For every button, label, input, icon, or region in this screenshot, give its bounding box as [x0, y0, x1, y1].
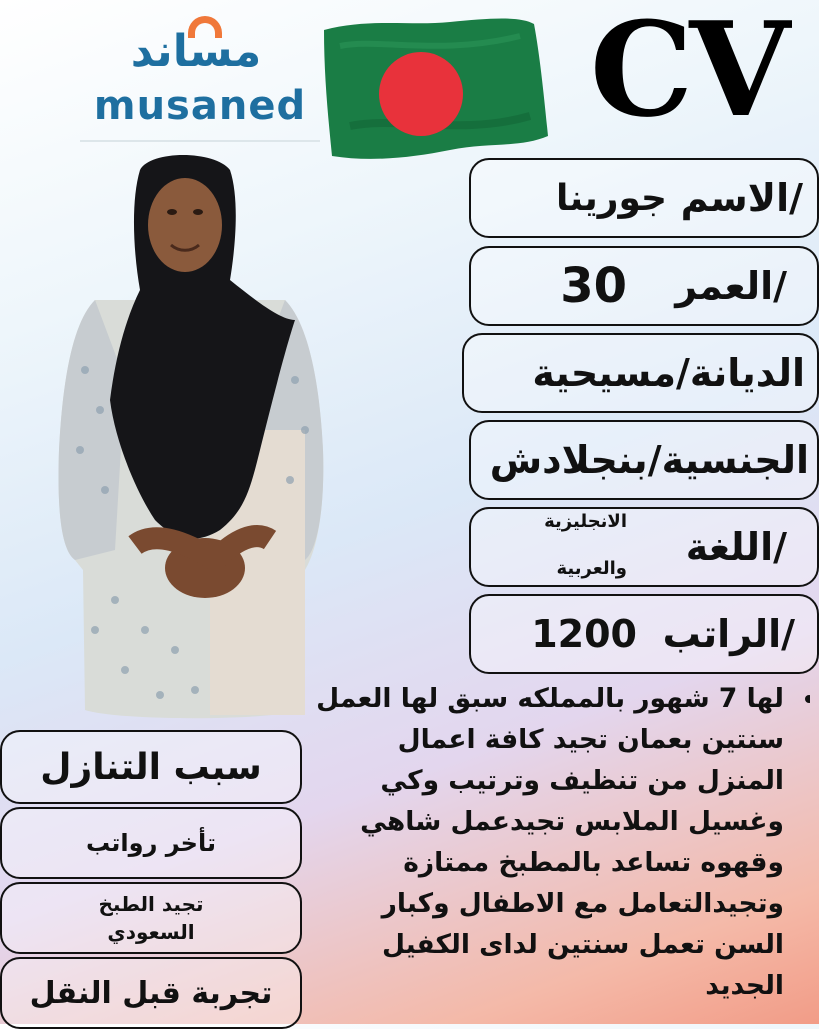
- cv-title: CV: [589, 0, 787, 146]
- religion-text: الديانة/مسيحية: [532, 351, 805, 395]
- waiver-reason-2-line-2: السعودي: [107, 920, 195, 944]
- waiver-title-box: [0, 730, 302, 804]
- logo-english-text: musaned: [93, 83, 307, 129]
- logo-arabic-text: مساند: [130, 26, 262, 77]
- waiver-reason-1: تأخر رواتب: [86, 829, 216, 857]
- experience-description: [310, 678, 810, 1024]
- religion-box: [462, 333, 819, 413]
- language-label: اللغة/: [685, 525, 787, 569]
- waiver-reason-3: تجربة قبل النقل: [29, 975, 273, 1011]
- name-value: جورينا: [556, 177, 667, 219]
- waiver-reason-3-box: [0, 957, 302, 1029]
- name-box: [469, 158, 819, 238]
- salary-label: الراتب/: [662, 612, 795, 656]
- bangladesh-flag-icon: [320, 16, 550, 162]
- age-value: 30: [560, 258, 627, 314]
- nationality-box: [469, 420, 819, 500]
- age-label: العمر/: [675, 264, 787, 308]
- name-label: الاسم/: [680, 176, 803, 220]
- language-box: [469, 507, 819, 587]
- waiver-title: سبب التنازل: [40, 746, 262, 788]
- salary-box: [469, 594, 819, 674]
- waiver-reason-1-box: [0, 807, 302, 879]
- description-text: • لها 7 شهور بالمملكه سبق لها العمل سنتين بعمان تجيد كافة اعمال المنزل من تنظيف وترتيب وكي وغسيل الملابس تجيدعمل شاهي وقهوه تساعد بالمطبخ ممتازة وتجيدالتعامل مع الاطفال وكبار السن تعمل سنتين لداى الكفيل الجديد: [310, 678, 790, 1006]
- waiver-reason-2-box: [0, 882, 302, 954]
- language-line-1: الانجليزية: [544, 511, 627, 532]
- candidate-photo: [55, 150, 330, 725]
- age-box: [469, 246, 819, 326]
- logo-divider: [80, 140, 320, 142]
- language-value: [544, 509, 627, 585]
- language-line-2: والعربية: [556, 558, 627, 579]
- musaned-logo: [80, 10, 320, 140]
- waiver-reason-2-line-1: تجيد الطبخ: [98, 892, 204, 916]
- nationality-text: الجنسية/بنجلادش: [489, 438, 809, 482]
- salary-value: 1200: [531, 612, 637, 656]
